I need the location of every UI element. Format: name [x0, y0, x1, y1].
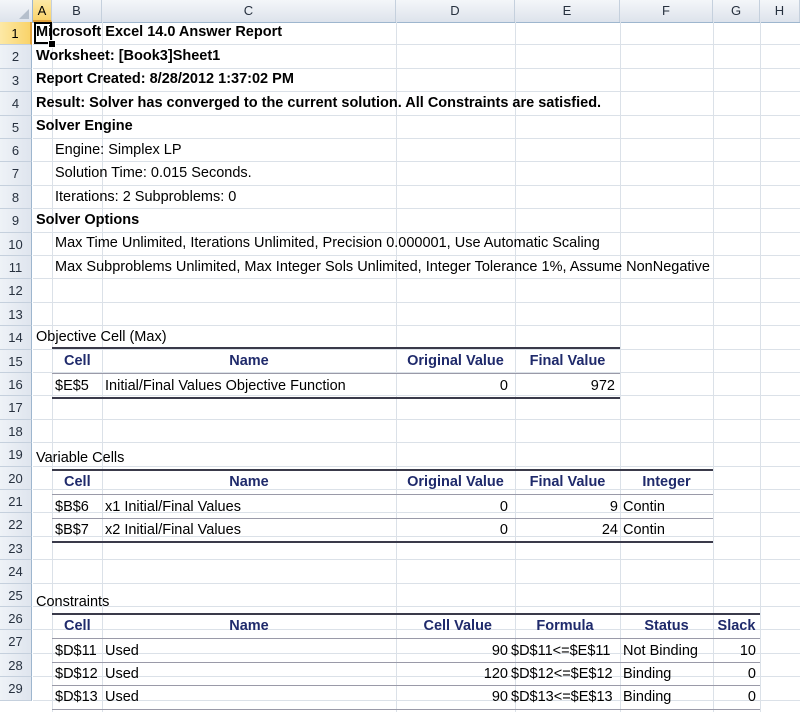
row-gridline	[33, 606, 800, 607]
column-header-g[interactable]: G	[713, 0, 760, 22]
constraint-cell-name: Used	[105, 666, 139, 682]
constraint-cell-value: 90	[491, 689, 508, 705]
constraint-slack: 0	[747, 666, 756, 682]
row-gridline	[33, 583, 800, 584]
constraint-cell-name: Used	[105, 689, 139, 705]
column-header-e[interactable]: E	[515, 0, 620, 22]
objective-cell-name: Initial/Final Values Objective Function	[105, 378, 346, 394]
objective-final-value: 972	[590, 378, 615, 394]
column-header-b[interactable]: B	[52, 0, 102, 22]
row-header-23[interactable]: 23	[0, 537, 32, 560]
variables-header-cell: Cell	[64, 474, 91, 490]
row-header-18[interactable]: 18	[0, 420, 32, 443]
row-header-10[interactable]: 10	[0, 233, 32, 256]
variables-heading: Variable Cells	[36, 450, 125, 466]
variables-header-original: Original Value	[407, 474, 504, 490]
objective-cell-ref: $E$5	[55, 378, 89, 394]
column-header-a[interactable]: A	[33, 0, 52, 22]
row-gridline	[33, 559, 800, 560]
constraints-header-name: Name	[229, 618, 269, 634]
row-header-19[interactable]: 19	[0, 443, 32, 466]
solution-time: Solution Time: 0.015 Seconds.	[55, 165, 252, 181]
row-gridline	[33, 302, 800, 303]
column-header-d[interactable]: D	[396, 0, 515, 22]
constraint-status: Not Binding	[623, 643, 698, 659]
row-header-22[interactable]: 22	[0, 513, 32, 536]
row-header-3[interactable]: 3	[0, 69, 32, 92]
row-header-12[interactable]: 12	[0, 279, 32, 302]
column-header-c[interactable]: C	[102, 0, 396, 22]
row-header-4[interactable]: 4	[0, 92, 32, 115]
constraints-heading: Constraints	[36, 594, 110, 610]
constraint-formula: $D$11<=$E$11	[511, 643, 611, 659]
column-gridline	[760, 22, 761, 712]
variable-cell-ref: $B$7	[55, 522, 89, 538]
constraints-row-rule	[52, 709, 760, 710]
row-header-26[interactable]: 26	[0, 607, 32, 630]
objective-header-original: Original Value	[407, 353, 504, 369]
objective-header-cell: Cell	[64, 353, 91, 369]
constraint-status: Binding	[623, 666, 672, 682]
row-header-6[interactable]: 6	[0, 139, 32, 162]
row-header-13[interactable]: 13	[0, 303, 32, 326]
objective-top-rule	[52, 347, 620, 349]
row-header-15[interactable]: 15	[0, 350, 32, 373]
variables-header-name: Name	[229, 474, 269, 490]
column-header-bar	[0, 0, 800, 23]
row-gridline	[33, 442, 800, 443]
variable-cell-name: x1 Initial/Final Values	[105, 499, 241, 515]
objective-original-value: 0	[499, 378, 508, 394]
variable-original-value: 0	[499, 522, 508, 538]
row-header-28[interactable]: 28	[0, 654, 32, 677]
variable-final-value: 9	[609, 499, 618, 515]
variables-header-integer: Integer	[642, 474, 691, 490]
row-header-5[interactable]: 5	[0, 116, 32, 139]
constraint-slack: 10	[739, 643, 756, 659]
constraint-cell-ref: $D$12	[55, 666, 98, 682]
solver-engine-heading: Solver Engine	[36, 118, 133, 134]
row-header-7[interactable]: 7	[0, 162, 32, 185]
constraint-status: Binding	[623, 689, 672, 705]
constraints-header-slack: Slack	[717, 618, 756, 634]
iterations: Iterations: 2 Subproblems: 0	[55, 189, 237, 205]
constraint-formula: $D$12<=$E$12	[511, 666, 613, 682]
row-header-9[interactable]: 9	[0, 209, 32, 232]
constraints-header-value: Cell Value	[423, 618, 492, 634]
column-header-h[interactable]: H	[760, 0, 800, 22]
constraint-cell-ref: $D$11	[55, 643, 97, 659]
constraint-cell-value: 120	[483, 666, 508, 682]
column-gridline	[713, 22, 714, 712]
row-header-11[interactable]: 11	[0, 256, 32, 279]
objective-heading: Objective Cell (Max)	[36, 329, 167, 345]
constraint-formula: $D$13<=$E$13	[511, 689, 613, 705]
row-gridline	[33, 419, 800, 420]
column-gridline	[620, 22, 621, 712]
objective-bottom-rule	[52, 397, 620, 399]
solver-options-heading: Solver Options	[36, 212, 140, 228]
report-title: Microsoft Excel 14.0 Answer Report	[36, 24, 283, 40]
constraints-header-cell: Cell	[64, 618, 91, 634]
report-worksheet: Worksheet: [Book3]Sheet1	[36, 48, 221, 64]
column-header-f[interactable]: F	[620, 0, 713, 22]
variable-original-value: 0	[499, 499, 508, 515]
row-header-21[interactable]: 21	[0, 490, 32, 513]
row-gridline	[33, 466, 800, 467]
variable-cell-ref: $B$6	[55, 499, 89, 515]
row-header-8[interactable]: 8	[0, 186, 32, 209]
select-all-icon	[19, 9, 29, 19]
solver-options-line2: Max Subproblems Unlimited, Max Integer Sols Unlimited, Integer Tolerance 1%, Assume NonNegative	[55, 259, 710, 275]
solver-options-line1: Max Time Unlimited, Iterations Unlimited, Precision 0.000001, Use Automatic Scaling	[55, 235, 600, 251]
objective-header-rule	[52, 373, 620, 374]
solver-engine: Engine: Simplex LP	[55, 142, 182, 158]
constraints-header-status: Status	[644, 618, 689, 634]
variables-header-rule	[52, 494, 713, 495]
constraints-header-rule	[52, 638, 760, 639]
constraint-cell-name: Used	[105, 643, 139, 659]
variables-bottom-rule	[52, 541, 713, 543]
row-header-27[interactable]: 27	[0, 630, 32, 653]
select-all-button[interactable]	[0, 0, 33, 22]
variables-header-final: Final Value	[529, 474, 606, 490]
report-result: Result: Solver has converged to the current solution. All Constraints are satisfied.	[36, 95, 602, 111]
variable-integer: Contin	[623, 522, 665, 538]
variable-integer: Contin	[623, 499, 665, 515]
row-header-29[interactable]: 29	[0, 677, 32, 700]
row-header-14[interactable]: 14	[0, 326, 32, 349]
constraint-cell-ref: $D$13	[55, 689, 98, 705]
variable-final-value: 24	[601, 522, 618, 538]
row-header-17[interactable]: 17	[0, 396, 32, 419]
constraint-cell-value: 90	[491, 643, 508, 659]
objective-header-name: Name	[229, 353, 269, 369]
row-header-2[interactable]: 2	[0, 45, 32, 68]
variable-cell-name: x2 Initial/Final Values	[105, 522, 241, 538]
row-header-20[interactable]: 20	[0, 467, 32, 490]
row-header-25[interactable]: 25	[0, 584, 32, 607]
objective-header-final: Final Value	[529, 353, 606, 369]
constraint-slack: 0	[747, 689, 756, 705]
report-created: Report Created: 8/28/2012 1:37:02 PM	[36, 71, 294, 87]
row-header-24[interactable]: 24	[0, 560, 32, 583]
row-header-16[interactable]: 16	[0, 373, 32, 396]
constraints-header-formula: Formula	[536, 618, 594, 634]
row-header-1[interactable]: 1	[0, 22, 32, 45]
